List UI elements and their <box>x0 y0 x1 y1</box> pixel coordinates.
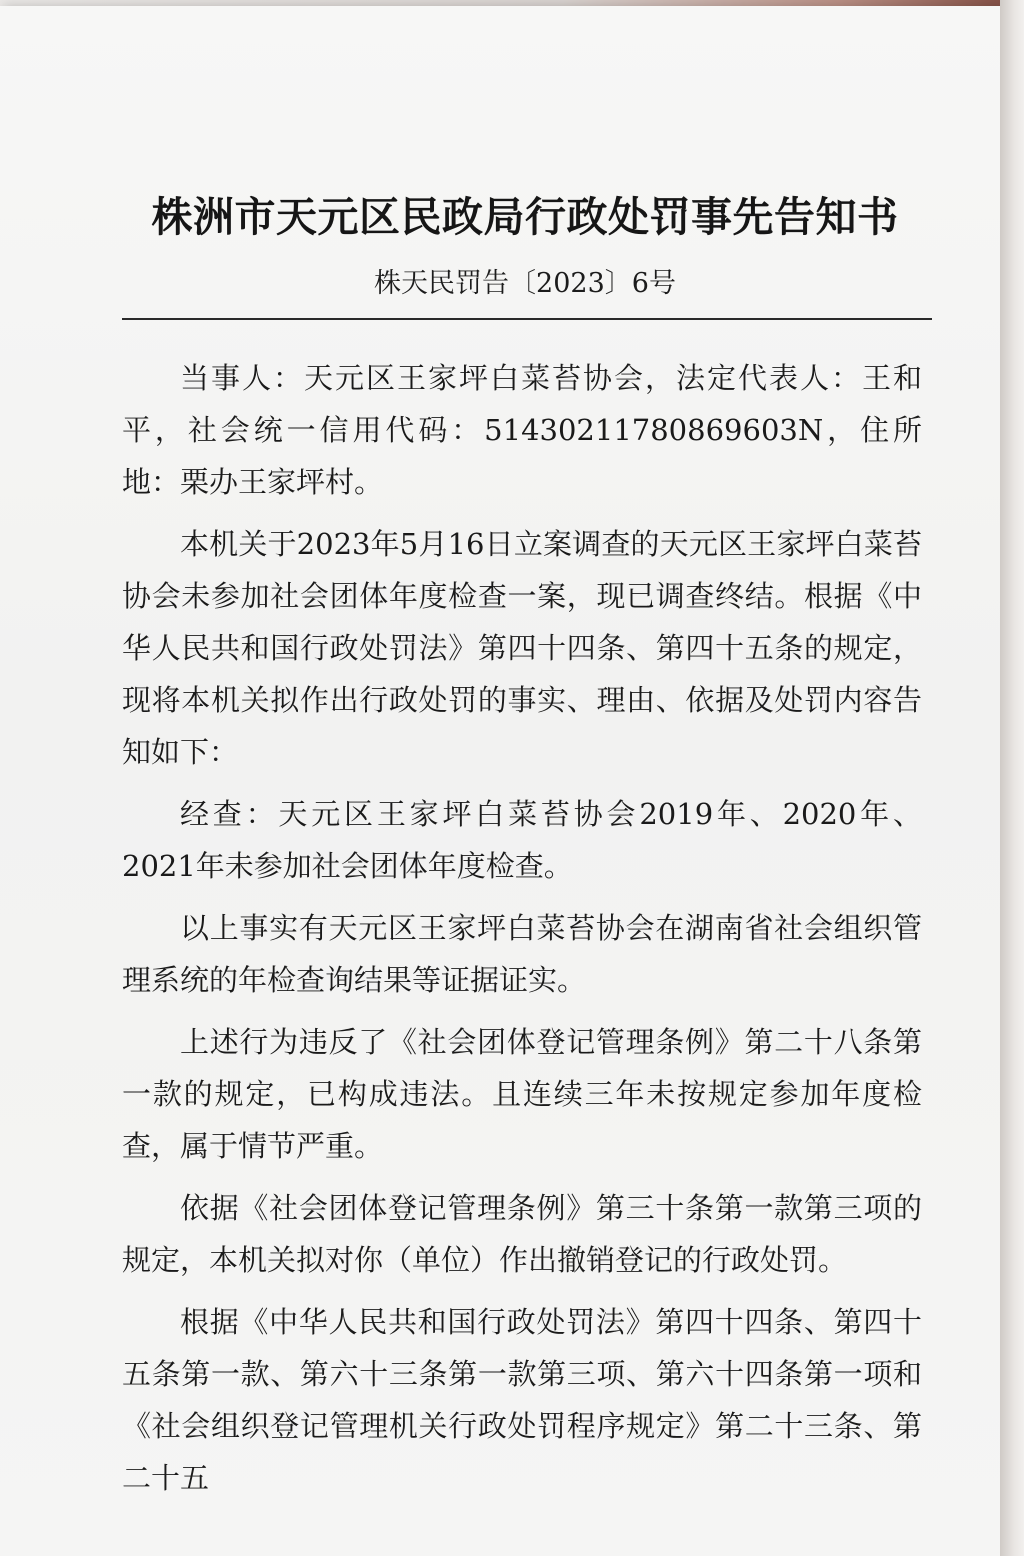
paragraph-violation: 上述行为违反了《社会团体登记管理条例》第二十八条第一款的规定，已构成违法。且连续三年未按规定参加年度检查，属于情节严重。 <box>122 1025 922 1163</box>
paragraph-case-intro: 本机关于2023年5月16日立案调查的天元区王家坪白菜苔协会未参加社会团体年度检查一案，现已调查终结。根据《中华人民共和国行政处罚法》第四十四条、第四十五条的规定，现将本机关拟作出行政处罚的事实、理由、依据及处罚内容告知如下： <box>122 527 922 769</box>
paragraph-penalty: 依据《社会团体登记管理条例》第三十条第一款第三项的规定，本机关拟对你（单位）作出撤销登记的行政处罚。 <box>122 1191 922 1277</box>
paragraph-legal-basis: 根据《中华人民共和国行政处罚法》第四十四条、第四十五条第一款、第六十三条第一款第三项、第六十四条第一项和《社会组织登记管理机关行政处罚程序规定》第二十三条、第二十五 <box>122 1305 922 1495</box>
document-title: 株洲市天元区民政局行政处罚事先告知书 <box>151 193 899 241</box>
document-body <box>122 352 922 1514</box>
paragraph-findings: 经查：天元区王家坪白菜苔协会2019年、2020年、2021年未参加社会团体年度检查。 <box>122 797 922 883</box>
paragraph-party: 当事人：天元区王家坪白菜苔协会，法定代表人：王和平，社会统一信用代码：5143021178086960​3N，住所地：栗办王家坪村。 <box>122 361 922 499</box>
paragraph-evidence: 以上事实有天元区王家坪白菜苔协会在湖南省社会组织管理系统的年检查询结果等证据证实。 <box>122 911 922 997</box>
header-divider <box>122 318 932 320</box>
document-number: 株天民罚告〔2023〕6号 <box>374 268 676 299</box>
